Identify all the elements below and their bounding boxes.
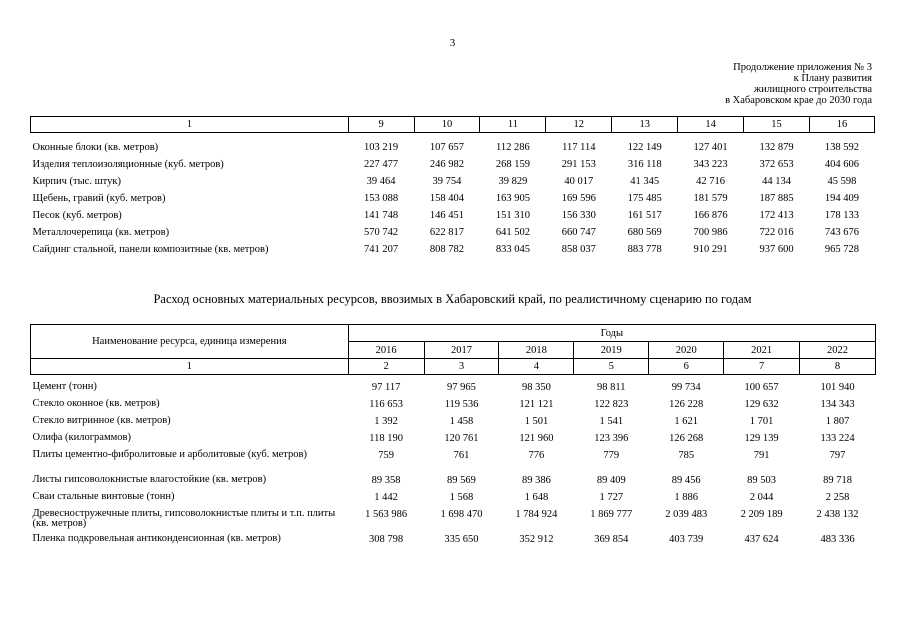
- cell-value: 117 114: [562, 142, 596, 153]
- years-header: Годы: [348, 325, 875, 342]
- column-number: 12: [546, 117, 612, 133]
- year-label: 2016: [348, 342, 424, 359]
- year-label: 2017: [424, 342, 499, 359]
- column-number: 2: [348, 359, 424, 375]
- table-row: [31, 381, 876, 398]
- cell-value: 39 754: [432, 176, 462, 187]
- appendix-line-2: к Плану развития: [793, 73, 872, 84]
- table-row: [31, 207, 875, 224]
- cell-value: 153 088: [364, 193, 399, 204]
- page-number: 3: [449, 37, 456, 49]
- column-number: 9: [348, 117, 414, 133]
- resource-name: Щебень, гравий (куб. метров): [32, 193, 166, 204]
- cell-value: 151 310: [495, 210, 530, 221]
- appendix-note: [725, 62, 872, 106]
- cell-value: 937 600: [759, 244, 794, 255]
- cell-value: 194 409: [824, 193, 860, 204]
- cell-value: 40 017: [564, 176, 594, 187]
- cell-value: 722 016: [759, 227, 794, 238]
- cell-value: 158 404: [429, 193, 465, 204]
- cell-value: 89 409: [596, 475, 626, 486]
- cell-value: 2 438 132: [816, 509, 859, 520]
- cell-value: 89 569: [447, 475, 476, 486]
- table-row: [31, 533, 876, 550]
- cell-value: 172 413: [759, 210, 794, 221]
- cell-value: 121 121: [519, 399, 554, 410]
- cell-value: 120 761: [444, 433, 479, 444]
- cell-value: 335 650: [444, 534, 479, 545]
- cell-value: 680 569: [627, 227, 662, 238]
- cell-value: 175 485: [627, 193, 662, 204]
- cell-value: 1 541: [599, 416, 624, 427]
- cell-value: 118 190: [369, 433, 403, 444]
- cell-value: 1 563 986: [365, 509, 408, 520]
- cell-value: 403 739: [669, 534, 704, 545]
- cell-value: 700 986: [693, 227, 728, 238]
- resource-name: Листы гипсоволокнистые влагостойкие (кв. метров): [32, 474, 267, 485]
- resource-name: Сайдинг стальной, панели композитные (кв. метров): [32, 244, 269, 255]
- column-number: 1: [31, 117, 349, 133]
- resource-name: Изделия теплоизоляционные (куб. метров): [32, 159, 224, 170]
- cell-value: 404 606: [824, 159, 860, 170]
- cell-value: 156 330: [561, 210, 596, 221]
- year-label: 2019: [574, 342, 649, 359]
- table-row: [31, 508, 876, 533]
- column-number: 10: [414, 117, 480, 133]
- cell-value: 2 209 189: [740, 509, 783, 520]
- column-number: 7: [724, 359, 800, 375]
- cell-value: 797: [829, 450, 846, 461]
- table-row: [31, 190, 875, 207]
- column-number: 6: [649, 359, 724, 375]
- cell-value: 246 982: [429, 159, 465, 170]
- table-row: [31, 415, 876, 432]
- cell-value: 127 401: [693, 142, 728, 153]
- cell-value: 316 118: [627, 159, 662, 170]
- cell-value: 268 159: [495, 159, 530, 170]
- cell-value: 126 228: [669, 399, 704, 410]
- cell-value: 121 960: [519, 433, 554, 444]
- year-label: 2022: [800, 342, 876, 359]
- cell-value: 1 442: [374, 492, 398, 503]
- cell-value: 1 869 777: [590, 509, 633, 520]
- cell-value: 133 224: [820, 433, 855, 444]
- cell-value: 141 748: [364, 210, 399, 221]
- column-number: 1: [31, 359, 349, 375]
- appendix-line-1: Продолжение приложения № 3: [733, 62, 872, 73]
- resource-name: Стекло оконное (кв. метров): [32, 398, 160, 409]
- cell-value: 89 718: [823, 475, 852, 486]
- table-row: [31, 432, 876, 449]
- cell-value: 123 396: [594, 433, 629, 444]
- cell-value: 39 464: [366, 176, 396, 187]
- resource-name: Плиты цементно-фибролитовые и арболитовые (куб. метров): [32, 449, 307, 460]
- cell-value: 1 698 470: [440, 509, 483, 520]
- table-row: [31, 139, 875, 156]
- resource-name: Пленка подкровельная антиконденсионная (кв. метров): [32, 533, 281, 544]
- cell-value: 97 117: [371, 382, 401, 393]
- cell-value: 372 653: [759, 159, 794, 170]
- cell-value: 369 854: [594, 534, 629, 545]
- column-number: 4: [499, 359, 574, 375]
- table-row: [31, 398, 876, 415]
- cell-value: 129 632: [744, 399, 779, 410]
- column-number: 11: [480, 117, 546, 133]
- cell-value: 808 782: [429, 244, 465, 255]
- table-row: [31, 449, 876, 474]
- cell-value: 100 657: [744, 382, 779, 393]
- cell-value: 89 386: [521, 475, 551, 486]
- cell-value: 41 345: [630, 176, 660, 187]
- cell-value: 437 624: [744, 534, 779, 545]
- cell-value: 45 598: [827, 176, 857, 187]
- cell-value: 99 734: [671, 382, 701, 393]
- cell-value: 743 676: [824, 227, 860, 238]
- cell-value: 126 268: [669, 433, 704, 444]
- cell-value: 1 648: [524, 492, 549, 503]
- cell-value: 163 905: [495, 193, 530, 204]
- cell-value: 187 885: [759, 193, 794, 204]
- cell-value: 98 811: [597, 382, 626, 393]
- cell-value: 116 653: [369, 399, 403, 410]
- cell-value: 1 568: [449, 492, 474, 503]
- cell-value: 181 579: [693, 193, 728, 204]
- cell-value: 622 817: [429, 227, 465, 238]
- resource-name: Стекло витринное (кв. метров): [32, 415, 171, 426]
- cell-value: 132 879: [759, 142, 794, 153]
- cell-value: 776: [528, 450, 545, 461]
- cell-value: 791: [753, 450, 770, 461]
- cell-value: 858 037: [561, 244, 596, 255]
- resource-name: Сваи стальные винтовые (тонн): [32, 491, 175, 502]
- cell-value: 89 503: [747, 475, 777, 486]
- cell-value: 1 501: [524, 416, 549, 427]
- appendix-line-4: в Хабаровском крае до 2030 года: [725, 95, 872, 106]
- cell-value: 883 778: [627, 244, 662, 255]
- resource-name: Металлочерепица (кв. метров): [32, 227, 170, 238]
- cell-value: 42 716: [696, 176, 726, 187]
- resource-name: Оконные блоки (кв. метров): [32, 142, 159, 153]
- table-row: [31, 224, 875, 241]
- cell-value: 39 829: [498, 176, 528, 187]
- cell-value: 785: [678, 450, 695, 461]
- cell-value: 161 517: [627, 210, 662, 221]
- cell-value: 1 392: [374, 416, 398, 427]
- table-row: [31, 474, 876, 491]
- cell-value: 44 134: [762, 176, 791, 187]
- cell-value: 2 258: [825, 492, 850, 503]
- table-row: [31, 173, 875, 190]
- appendix-line-3: жилищного строительства: [753, 84, 872, 95]
- cell-value: 1 701: [749, 416, 774, 427]
- cell-value: 833 045: [495, 244, 530, 255]
- cell-value: 1 886: [674, 492, 699, 503]
- cell-value: 129 139: [744, 433, 779, 444]
- cell-value: 1 784 924: [515, 509, 558, 520]
- resource-name: Олифа (килограммов): [32, 432, 131, 443]
- cell-value: 1 727: [599, 492, 624, 503]
- cell-value: 761: [453, 450, 470, 461]
- column-number: 15: [744, 117, 810, 133]
- column-number: 5: [574, 359, 649, 375]
- cell-value: 291 153: [561, 159, 596, 170]
- table-row: [31, 241, 875, 258]
- materials-by-year-table: [30, 324, 876, 550]
- cell-value: 89 358: [371, 475, 401, 486]
- cell-value: 107 657: [429, 142, 465, 153]
- cell-value: 119 536: [444, 399, 479, 410]
- header-row-years: [31, 325, 876, 342]
- cell-value: 910 291: [693, 244, 728, 255]
- cell-value: 138 592: [824, 142, 860, 153]
- column-number: 3: [424, 359, 499, 375]
- cell-value: 112 286: [496, 142, 530, 153]
- resource-name: Цемент (тонн): [32, 381, 97, 392]
- column-number-row: [31, 359, 876, 375]
- cell-value: 97 965: [447, 382, 476, 393]
- cell-value: 146 451: [429, 210, 465, 221]
- column-number-header-row: [31, 117, 875, 133]
- cell-value: 89 456: [671, 475, 701, 486]
- cell-value: 98 350: [521, 382, 551, 393]
- materials-table-continued: [30, 116, 875, 258]
- column-number: 16: [809, 117, 874, 133]
- cell-value: 483 336: [820, 534, 855, 545]
- cell-value: 101 940: [820, 382, 855, 393]
- cell-value: 103 219: [364, 142, 399, 153]
- section-title: Расход основных материальных ресурсов, ввозимых в Хабаровский край, по реалистичному сценарию по годам: [153, 292, 752, 306]
- cell-value: 352 912: [519, 534, 554, 545]
- cell-value: 122 823: [594, 399, 629, 410]
- cell-value: 741 207: [364, 244, 399, 255]
- cell-value: 122 149: [627, 142, 662, 153]
- resource-name-header: Наименование ресурса, единица измерения: [31, 325, 349, 359]
- year-label: 2018: [499, 342, 574, 359]
- column-number: 13: [612, 117, 678, 133]
- cell-value: 166 876: [693, 210, 728, 221]
- cell-value: 570 742: [364, 227, 399, 238]
- cell-value: 134 343: [820, 399, 855, 410]
- table-row: [31, 491, 876, 508]
- column-number: 8: [800, 359, 876, 375]
- cell-value: 1 807: [825, 416, 850, 427]
- cell-value: 343 223: [693, 159, 728, 170]
- cell-value: 169 596: [561, 193, 596, 204]
- cell-value: 2 044: [749, 492, 774, 503]
- resource-name: Древесностружечные плиты, гипсоволокнистые плиты и т.п. плиты (кв. метров): [32, 508, 336, 529]
- cell-value: 227 477: [364, 159, 399, 170]
- resource-name: Песок (куб. метров): [32, 210, 122, 221]
- cell-value: 641 502: [495, 227, 530, 238]
- year-label: 2021: [724, 342, 800, 359]
- cell-value: 1 621: [674, 416, 699, 427]
- column-number: 14: [678, 117, 744, 133]
- year-label: 2020: [649, 342, 724, 359]
- table-row: [31, 156, 875, 173]
- resource-name: Кирпич (тыс. штук): [32, 176, 121, 187]
- cell-value: 660 747: [561, 227, 596, 238]
- cell-value: 1 458: [449, 416, 474, 427]
- cell-value: 965 728: [824, 244, 860, 255]
- cell-value: 759: [378, 450, 394, 461]
- cell-value: 2 039 483: [665, 509, 708, 520]
- cell-value: 308 798: [369, 534, 404, 545]
- cell-value: 178 133: [824, 210, 860, 221]
- cell-value: 779: [603, 450, 620, 461]
